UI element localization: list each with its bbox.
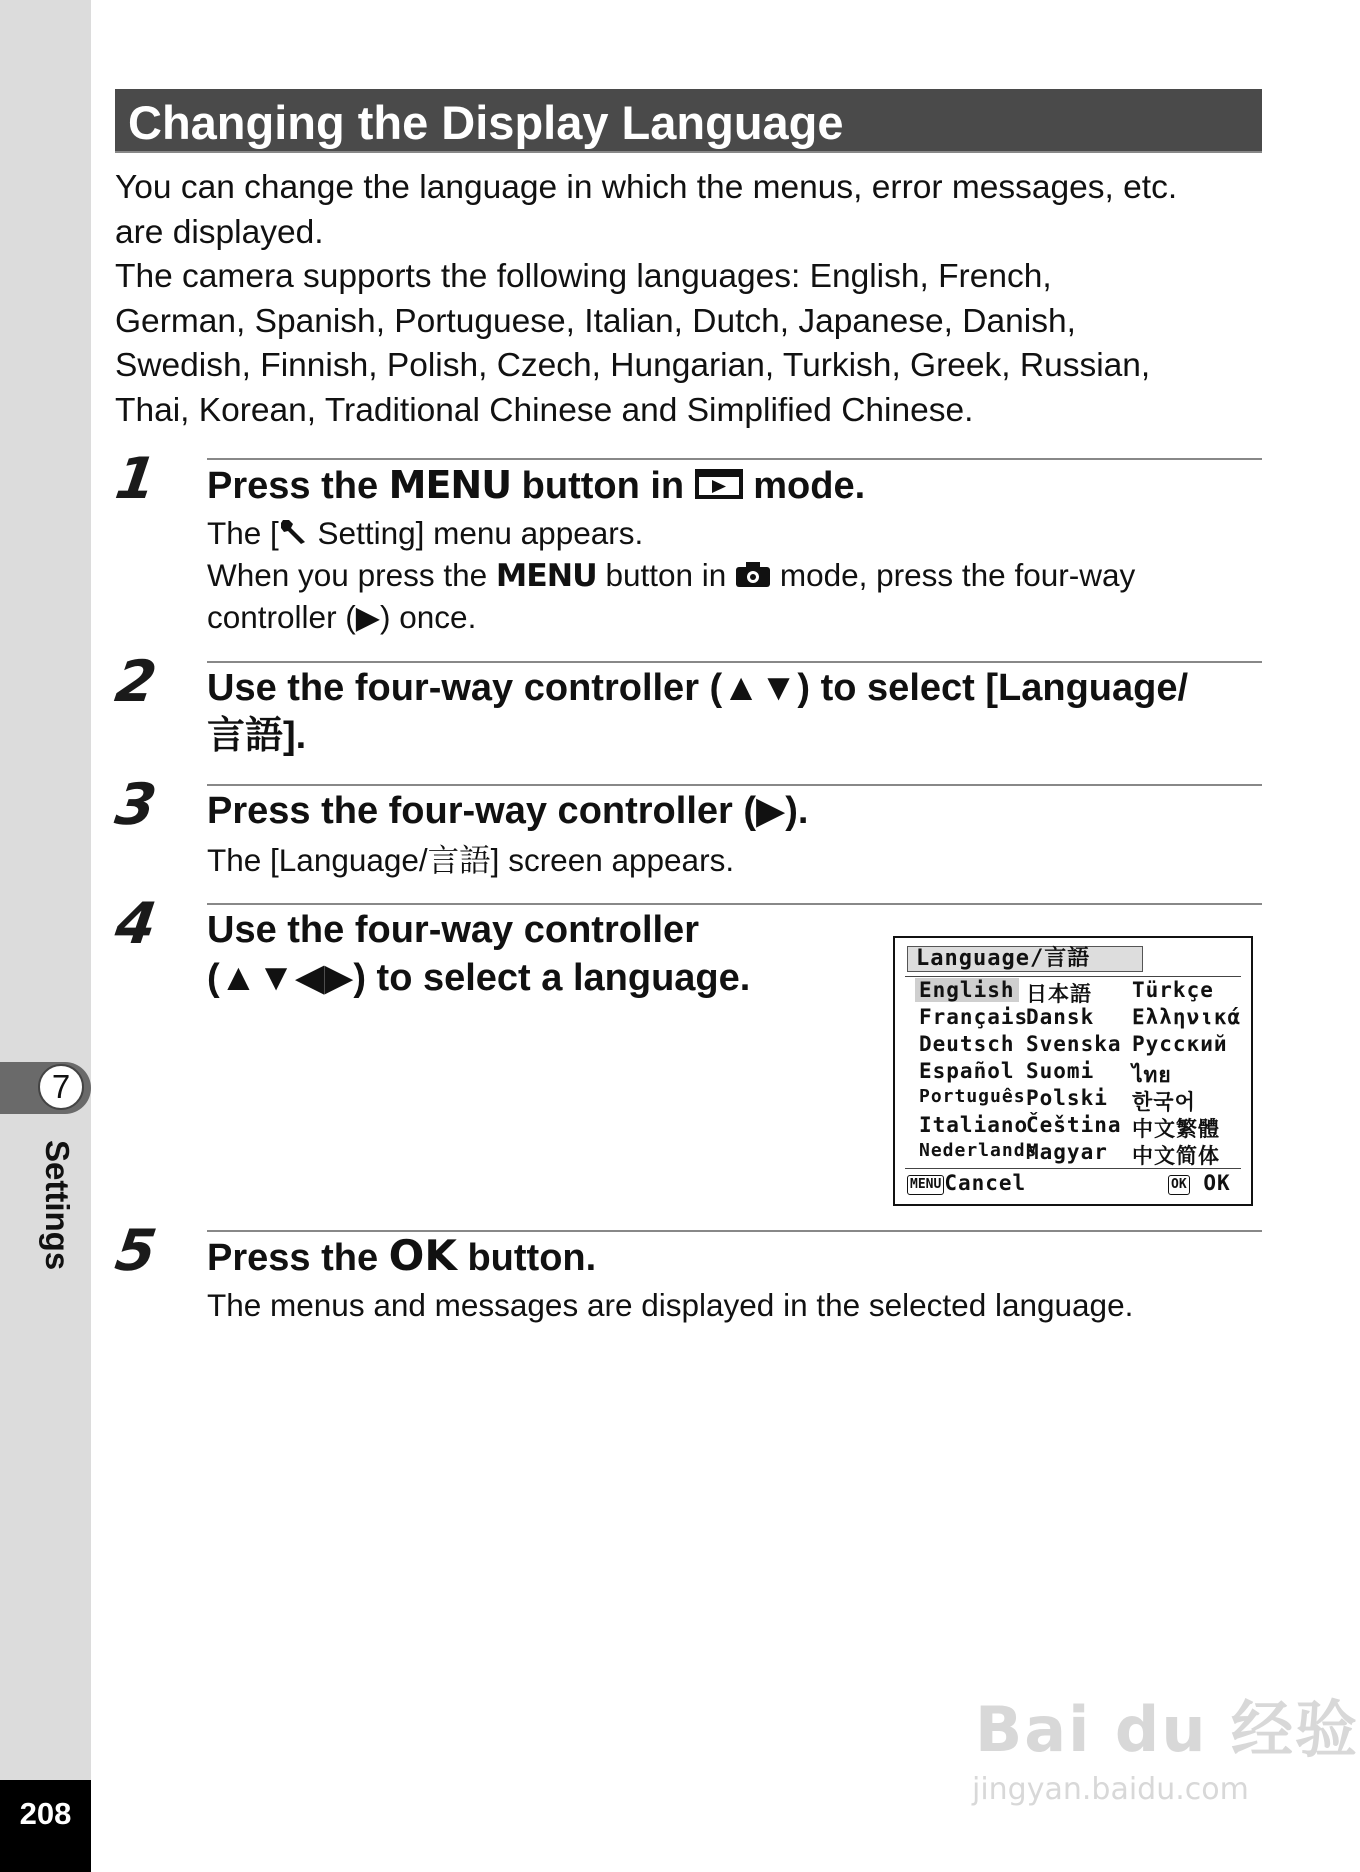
language-screen: [893, 936, 1253, 1206]
language-option[interactable]: Magyar: [1026, 1140, 1108, 1164]
page-title: Changing the Display Language: [128, 96, 844, 149]
step-1-title-text: button in: [511, 465, 695, 507]
menu-button-label: MENU: [388, 463, 512, 507]
step-divider: [207, 784, 1262, 786]
step-3-title: Press the four-way controller (▶).: [207, 790, 809, 832]
step-4-title: Use the four-way controller: [207, 909, 699, 951]
screen-header: Language/言語: [907, 946, 1143, 972]
ok-button-label: OK: [388, 1231, 457, 1280]
ok-control[interactable]: [1168, 1171, 1231, 1195]
language-option[interactable]: 日本語: [1026, 982, 1092, 1006]
watermark-logo: Bai du 经验: [975, 1693, 1360, 1766]
step-number: 4: [111, 891, 161, 957]
menu-button-label: MENU: [495, 558, 597, 594]
language-option[interactable]: Suomi: [1026, 1059, 1095, 1083]
wrench-icon: [279, 514, 309, 557]
language-option[interactable]: Türkçe: [1132, 978, 1214, 1002]
step-5-title-text: button.: [456, 1237, 597, 1279]
step-1-title-text: Press the: [207, 465, 389, 507]
language-option[interactable]: Italiano: [919, 1113, 1029, 1137]
step-5-title: [207, 1232, 596, 1282]
cancel-label: Cancel: [944, 1171, 1027, 1195]
language-option[interactable]: 한국어: [1132, 1090, 1196, 1114]
intro-line: German, Spanish, Portuguese, Italian, Dutch, Japanese, Danish,: [115, 302, 1076, 340]
intro-text: [115, 166, 1275, 433]
language-option[interactable]: Nederlands: [919, 1140, 1038, 1161]
step-1-body: [207, 512, 643, 557]
step-5-body: The menus and messages are displayed in the selected language.: [207, 1287, 1134, 1323]
language-option[interactable]: Ελληνικά: [1132, 1005, 1242, 1029]
screen-divider: [905, 1168, 1241, 1169]
step-number: 5: [111, 1218, 161, 1284]
language-option[interactable]: Deutsch: [919, 1032, 1015, 1056]
language-option[interactable]: 中文繁體: [1132, 1117, 1220, 1141]
step-2-title: Use the four-way controller (▲▼) to select [Language/: [207, 667, 1189, 709]
section-title-bar: [115, 89, 1262, 153]
step-1-body: [207, 554, 1135, 599]
step-1-title: [207, 461, 865, 512]
step-number: 1: [111, 446, 161, 512]
menu-key-icon: MENU: [907, 1175, 944, 1195]
step-divider: [207, 458, 1262, 460]
watermark-url: jingyan.baidu.com: [972, 1772, 1249, 1807]
step-divider: [207, 661, 1262, 663]
step-1-body-text: The [: [207, 515, 279, 551]
step-number: 2: [111, 649, 161, 715]
language-option[interactable]: Dansk: [1026, 1005, 1095, 1029]
intro-line: Thai, Korean, Traditional Chinese and Simplified Chinese.: [115, 391, 974, 429]
intro-line: Swedish, Finnish, Polish, Czech, Hungarian, Turkish, Greek, Russian,: [115, 347, 1151, 384]
language-option[interactable]: Русский: [1132, 1032, 1228, 1056]
chapter-label: Settings: [39, 1140, 76, 1271]
language-option[interactable]: Polski: [1026, 1086, 1108, 1110]
step-1-title-text: mode.: [742, 465, 866, 507]
step-1-body-text: button in: [596, 557, 736, 593]
step-1-body-text: mode, press the four-way: [771, 557, 1136, 593]
step-1-body: controller (▶) once.: [207, 599, 477, 635]
playback-mode-icon: [695, 464, 743, 512]
camera-icon: [735, 556, 771, 599]
step-1-body-text: Setting] menu appears.: [308, 515, 644, 551]
intro-line: You can change the language in which the menus, error messages, etc.: [115, 169, 1178, 206]
page-number: 208: [19, 1796, 72, 1831]
intro-line: The camera supports the following languages: English, French,: [115, 258, 1052, 295]
step-3-body: The [Language/言語] screen appears.: [207, 842, 735, 878]
language-option-selected[interactable]: English: [915, 978, 1019, 1002]
language-option[interactable]: 中文简体: [1132, 1144, 1220, 1168]
ok-key-icon: OK: [1168, 1175, 1190, 1195]
step-1-body-text: When you press the: [207, 557, 496, 593]
language-option[interactable]: Español: [919, 1059, 1015, 1083]
language-option[interactable]: Čeština: [1026, 1113, 1122, 1137]
language-option[interactable]: Français: [919, 1005, 1029, 1029]
language-option[interactable]: Svenska: [1026, 1032, 1122, 1056]
step-5-title-text: Press the: [207, 1237, 389, 1279]
sidebar: [0, 0, 91, 1780]
step-2-title: 言語].: [207, 715, 307, 757]
chapter-number: 7: [38, 1064, 84, 1110]
step-4-title: (▲▼◀▶) to select a language.: [207, 957, 751, 999]
step-divider: [207, 903, 1262, 905]
language-option[interactable]: ไทย: [1132, 1063, 1172, 1087]
cancel-control[interactable]: [907, 1171, 1026, 1195]
intro-line: are displayed.: [115, 213, 324, 251]
screen-divider: [905, 976, 1241, 977]
step-number: 3: [111, 772, 161, 838]
ok-label: OK: [1203, 1171, 1231, 1195]
language-option[interactable]: Português: [919, 1086, 1026, 1107]
